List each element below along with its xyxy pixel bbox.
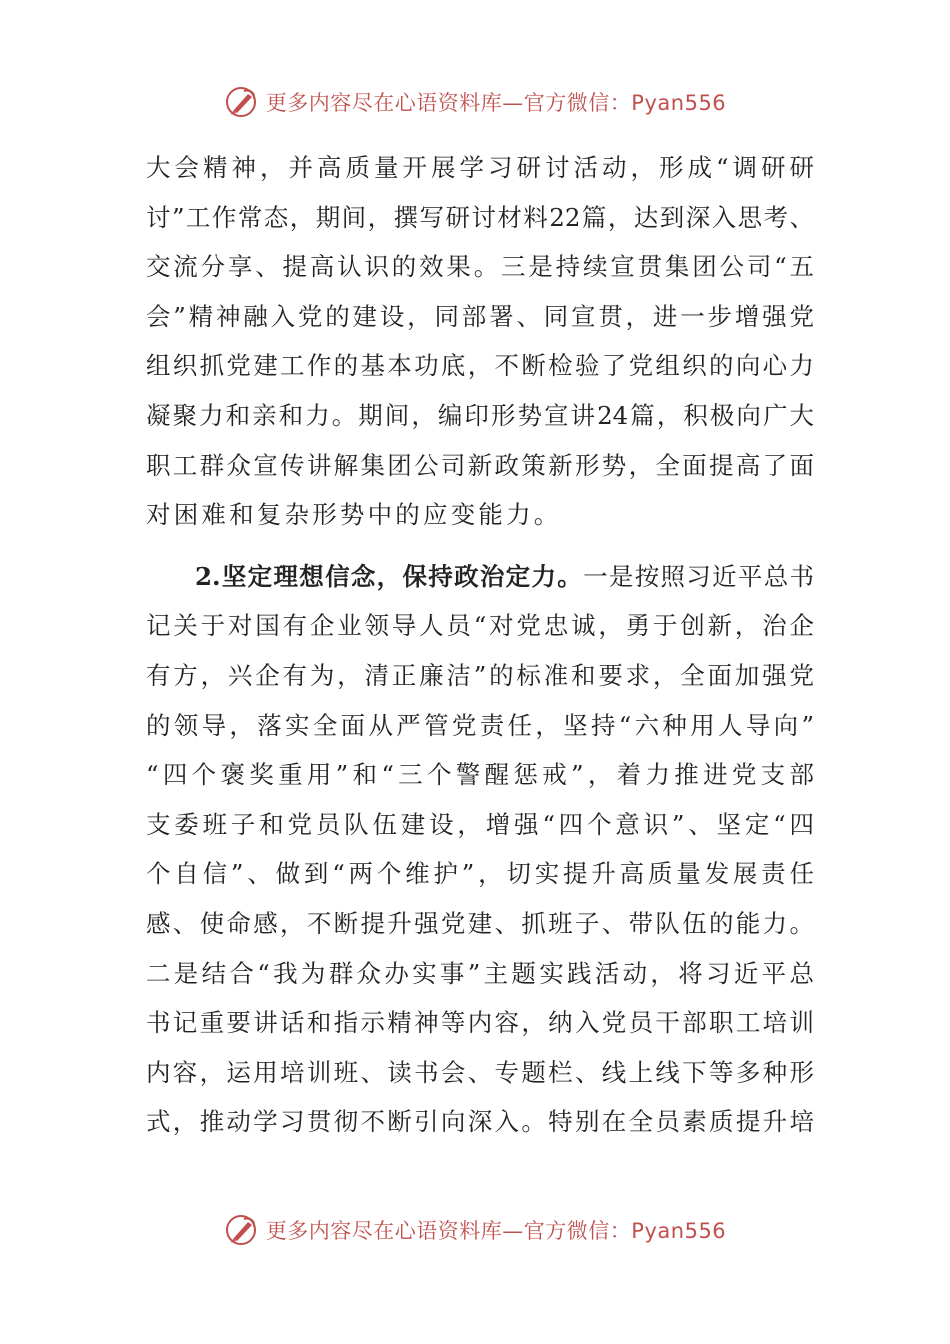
text-line: 有方，兴企有为，清正廉洁”的标准和要求，全面加强党 (146, 660, 814, 690)
text-line: 讨”工作常态，期间，撰写研讨材料22篇，达到深入思考、 (146, 202, 814, 232)
text-line: 内容，运用培训班、读书会、专题栏、线上线下等多种形 (146, 1057, 814, 1087)
text-line: 个自信”、做到“两个维护”，切实提升高质量发展责任 (146, 859, 814, 889)
text-line: 式，推动学习贯彻不断引向深入。特别在全员素质提升培 (146, 1107, 814, 1137)
paragraph-1 (146, 143, 814, 540)
text-line: 感、使命感，不断提升强党建、抓班子、带队伍的能力。 (146, 908, 814, 938)
paragraph-2-first-line (146, 552, 814, 602)
paragraph-2 (146, 552, 814, 1147)
document-body (146, 143, 814, 1147)
text-line: 的领导，落实全面从严管党责任，坚持“六种用人导向” (146, 710, 814, 740)
text-line: 组织抓党建工作的基本功底，不断检验了党组织的向心力 (146, 351, 814, 381)
text-line: 一是按照习近平总书 (583, 561, 815, 591)
header-watermark (0, 80, 950, 124)
footer-watermark (0, 1208, 950, 1252)
text-line: 对困难和复杂形势中的应变能力。 (146, 500, 562, 530)
section-heading: 2.坚定理想信念，保持政治定力。 (195, 561, 584, 591)
text-line: 记关于对国有企业领导人员“对党忠诚，勇于创新，治企 (146, 611, 814, 641)
text-line: 大会精神，并高质量开展学习研讨活动，形成“调研研 (146, 153, 814, 182)
pen-nib-logo-icon (224, 1212, 260, 1248)
text-line: 书记重要讲话和指示精神等内容，纳入党员干部职工培训 (146, 1008, 814, 1038)
pen-nib-logo-icon (224, 84, 260, 120)
text-line: “四个褒奖重用”和“三个警醒惩戒”，着力推进党支部 (146, 760, 814, 790)
watermark-text: 更多内容尽在心语资料库—官方微信：Pyan556 (265, 91, 727, 115)
text-line: 支委班子和党员队伍建设，增强“四个意识”、坚定“四 (146, 809, 814, 839)
text-line: 交流分享、提高认识的效果。三是持续宣贯集团公司“五 (146, 252, 814, 282)
text-line: 凝聚力和亲和力。期间，编印形势宣讲24篇，积极向广大 (146, 400, 814, 430)
watermark-text: 更多内容尽在心语资料库—官方微信：Pyan556 (265, 1219, 727, 1243)
text-line: 二是结合“我为群众办实事”主题实践活动，将习近平总 (146, 958, 814, 988)
text-line: 会”精神融入党的建设，同部署、同宣贯，进一步增强党 (146, 301, 814, 331)
text-line: 职工群众宣传讲解集团公司新政策新形势，全面提高了面 (146, 450, 814, 480)
